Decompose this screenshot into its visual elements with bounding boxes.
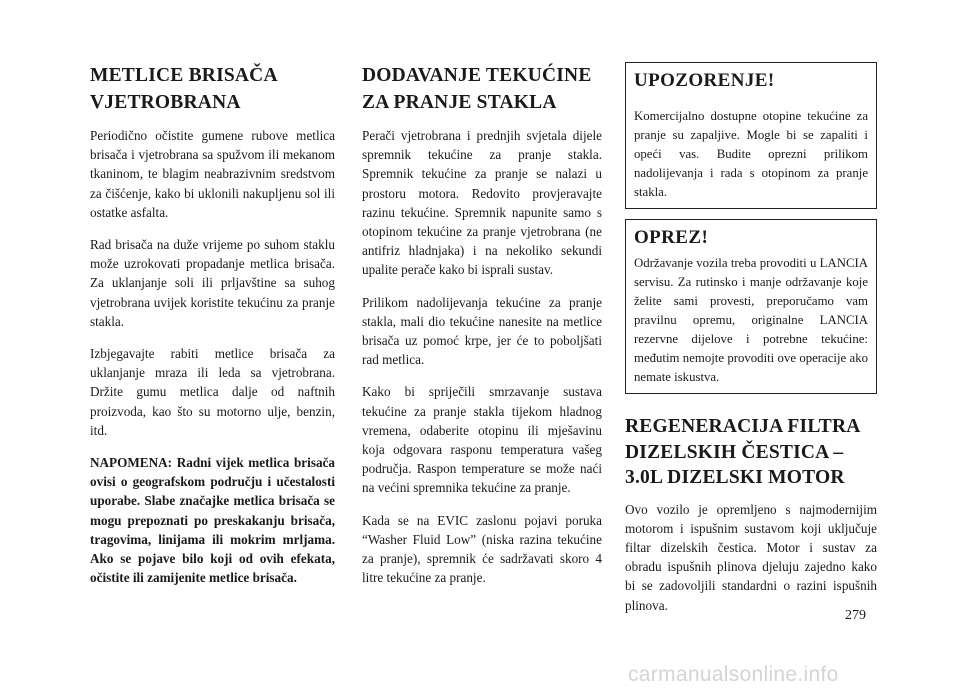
- watermark: carmanualsonline.info: [628, 663, 839, 686]
- section-title-dpf: REGENERACIJA FILTRA DIZELSKIH ČESTICA – 3.0L DIZELSKI MOTOR: [625, 416, 860, 488]
- paragraph: Ovo vozilo je opremljeno s najmodernijim motorom i ispušnim sustavom koji uključuje filtar dizelskih čestica. Motor i sustav za obradu ispušnih plinova djeluju zajedno kako bi se zadovoljili standardni o razini ispušnih plinova.: [625, 501, 877, 613]
- paragraph: Prilikom nadolijevanja tekućine za pranje stakla, mali dio tekućine nanesite na metlice brisača uz pomoć krpe, jer će to poboljšati rad metlica.: [362, 294, 602, 368]
- paragraph: Kako bi spriječili smrzavanje sustava tekućine za pranje stakla tijekom hladnog vremena, odaberite otopinu ili mješavinu koja odgovara rasponu temperatura vašeg područja. Raspon temperature se može naći na većini spremnika tekućine za pranje.: [362, 384, 602, 496]
- paragraph: Rad brisača na duže vrijeme po suhom staklu može uzrokovati propadanje metlica brisača. Za uklanjanje soli ili prljavštine sa suhog vjetrobrana uvijek koristite tekućinu za pranje stakla.: [90, 237, 335, 329]
- column-left: [90, 62, 335, 600]
- page-number: 279: [845, 608, 866, 623]
- paragraph: Kada se na EVIC zaslonu pojavi poruka “Washer Fluid Low” (niska razina tekućine za pranje), spremnik će sadržavati skoro 4 litre tekućine za pranje.: [362, 512, 602, 586]
- caution-title: OPREZ!: [634, 227, 709, 248]
- caution-text: Održavanje vozila treba provoditi u LANCIA servisu. Za rutinsko i manje održavanje koje želite sami provesti, preporučamo vam pravilnu opremu, originalne LANCIA rezervne dijelove i potrebne tekućine: međutim nemojte provoditi ove operacije ako nemate iskustva.: [634, 256, 868, 384]
- section-dpf: [625, 414, 877, 615]
- paragraph: Periodično očistite gumene rubove metlica brisača i vjetrobrana sa spužvom ili mekanom tkaninom, te blagim neabrazivnim sredstvom za čišćenje, kako bi uklonili nakupljenu sol ili ostatke asfalta.: [90, 128, 335, 220]
- section-title-washer-fluid: DODAVANJE TEKUĆINE ZA PRANJE STAKLA: [362, 65, 592, 113]
- warning-text: Komercijalno dostupne otopine tekućine za pranje su zapaljive. Mogle bi se zapaliti i opeći vas. Budite oprezni prilikom nadolijevanja i rada s otopinom za pranje stakla.: [634, 109, 868, 199]
- caution-box: [625, 219, 877, 394]
- warning-title: UPOZORENJE!: [634, 70, 775, 91]
- column-right: [625, 62, 877, 628]
- warning-box: [625, 62, 877, 209]
- paragraph: Izbjegavajte rabiti metlice brisača za uklanjanje mraza ili leda sa vjetrobrana. Držite gumu metlica dalje od naftnih proizvoda, kao što su motorno ulje, benzin, itd.: [90, 346, 335, 438]
- paragraph: Perači vjetrobrana i prednjih svjetala dijele spremnik tekućine za pranje stakla. Spremnik tekućine za pranje se nalazi u prostoru motora. Redovito provjeravajte razinu tekućine. Spremnik napunite samo s otopinom tekućine za pranje vjetrobrana (ne antifriz hladnjaka) i na nekoliko sekundi upalite perače kako bi isprali sustav.: [362, 128, 602, 278]
- note-paragraph: NAPOMENA: Radni vijek metlica brisača ovisi o geografskom području i učestalosti uporabe. Slabe značajke metlica brisača se mogu prepoznati po preskakanju brisača, tragovima, linijama ili mokrim mrljama. Ako se pojave bilo koji od ovih efekata, očistite ili zamijenite metlice brisača.: [90, 455, 335, 586]
- section-title-wiper-blades: METLICE BRISAČA VJETROBRANA: [90, 65, 277, 113]
- column-middle: [362, 62, 602, 600]
